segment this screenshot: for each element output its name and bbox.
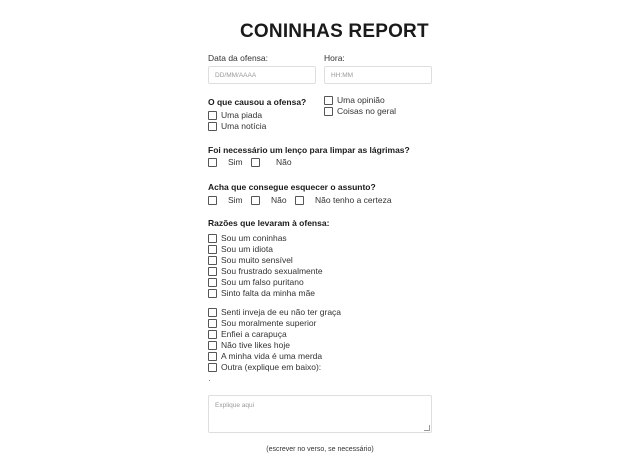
resize-handle-icon[interactable] [424, 425, 430, 431]
reason-option[interactable] [208, 329, 287, 339]
checkbox[interactable] [208, 158, 217, 167]
cause-option-label: Uma piada [221, 110, 263, 120]
checkbox[interactable] [251, 196, 260, 205]
stray-mark: · [208, 376, 211, 385]
reason-option[interactable] [208, 340, 290, 350]
reason-option-label: A minha vida é uma merda [221, 351, 323, 361]
reason-option-label: Enfiei a carapuça [221, 329, 287, 339]
forget-option-nao[interactable] [251, 195, 287, 205]
tissue-option-label: Não [276, 157, 292, 167]
forget-option-incerto[interactable] [295, 195, 392, 205]
checkbox[interactable] [208, 352, 217, 361]
checkbox[interactable] [208, 278, 217, 287]
checkbox[interactable] [208, 234, 217, 243]
time-input[interactable] [324, 66, 432, 84]
explain-textarea[interactable] [208, 395, 432, 433]
checkbox[interactable] [208, 330, 217, 339]
reason-option[interactable] [208, 351, 322, 361]
tissue-question: Foi necessário um lenço para limpar as lágrimas? [208, 145, 410, 155]
checkbox[interactable] [208, 363, 217, 372]
reasons-question: Razões que levaram à ofensa: [208, 218, 330, 228]
reason-option[interactable] [208, 244, 273, 254]
tissue-option-label: Sim [228, 157, 243, 167]
reason-option-label: Sou moralmente superior [221, 318, 317, 328]
checkbox[interactable] [208, 341, 217, 350]
checkbox[interactable] [208, 256, 217, 265]
reason-option[interactable] [208, 318, 316, 328]
checkbox[interactable] [324, 96, 333, 105]
checkbox[interactable] [208, 319, 217, 328]
checkbox[interactable] [251, 158, 260, 167]
cause-option-label: Uma notícia [221, 121, 267, 131]
time-placeholder: HH:MM [331, 72, 354, 79]
cause-option-label: Coisas no geral [337, 106, 397, 116]
date-label: Data da ofensa: [208, 53, 269, 63]
page-title: CONINHAS REPORT [240, 21, 429, 42]
checkbox[interactable] [208, 267, 217, 276]
checkbox[interactable] [208, 122, 217, 131]
checkbox[interactable] [324, 107, 333, 116]
reason-option-other[interactable] [208, 362, 321, 372]
cause-option-noticia[interactable] [208, 121, 266, 131]
reason-option-label: Sinto falta da minha mãe [221, 288, 316, 298]
cause-option-piada[interactable] [208, 110, 262, 120]
cause-option-opiniao[interactable] [324, 95, 385, 105]
date-placeholder: DD/MM/AAAA [215, 72, 257, 79]
reason-option[interactable] [208, 277, 304, 287]
reason-option[interactable] [208, 266, 323, 276]
forget-option-sim[interactable] [208, 195, 243, 205]
reason-option-label: Não tive likes hoje [221, 340, 290, 350]
time-label: Hora: [324, 53, 345, 63]
reason-option-label: Sou frustrado sexualmente [221, 266, 323, 276]
tissue-option-nao[interactable] [251, 157, 292, 167]
checkbox[interactable] [208, 196, 217, 205]
checkbox[interactable] [208, 308, 217, 317]
reason-option[interactable] [208, 307, 341, 317]
reason-option-label: Senti inveja de eu não ter graça [221, 307, 342, 317]
footer-note: (escrever no verso, se necessário) [266, 446, 374, 453]
date-input[interactable] [208, 66, 316, 84]
reason-option-label: Sou um coninhas [221, 233, 287, 243]
cause-question: O que causou a ofensa? [208, 97, 307, 107]
reason-option[interactable] [208, 288, 315, 298]
reason-option[interactable] [208, 255, 293, 265]
explain-placeholder: Explique aqui [215, 402, 255, 409]
checkbox[interactable] [208, 245, 217, 254]
forget-option-label: Não tenho a certeza [315, 195, 392, 205]
tissue-option-sim[interactable] [208, 157, 243, 167]
reason-option-label: Outra (explique em baixo): [221, 362, 322, 372]
forget-option-label: Sim [228, 195, 243, 205]
checkbox[interactable] [208, 111, 217, 120]
forget-option-label: Não [271, 195, 287, 205]
forget-question: Acha que consegue esquecer o assunto? [208, 182, 376, 192]
checkbox[interactable] [208, 289, 217, 298]
cause-option-geral[interactable] [324, 106, 396, 116]
reason-option[interactable] [208, 233, 287, 243]
reason-option-label: Sou muito sensível [221, 255, 293, 265]
checkbox[interactable] [295, 196, 304, 205]
reason-option-label: Sou um falso puritano [221, 277, 304, 287]
reason-option-label: Sou um idiota [221, 244, 273, 254]
cause-option-label: Uma opinião [337, 95, 385, 105]
